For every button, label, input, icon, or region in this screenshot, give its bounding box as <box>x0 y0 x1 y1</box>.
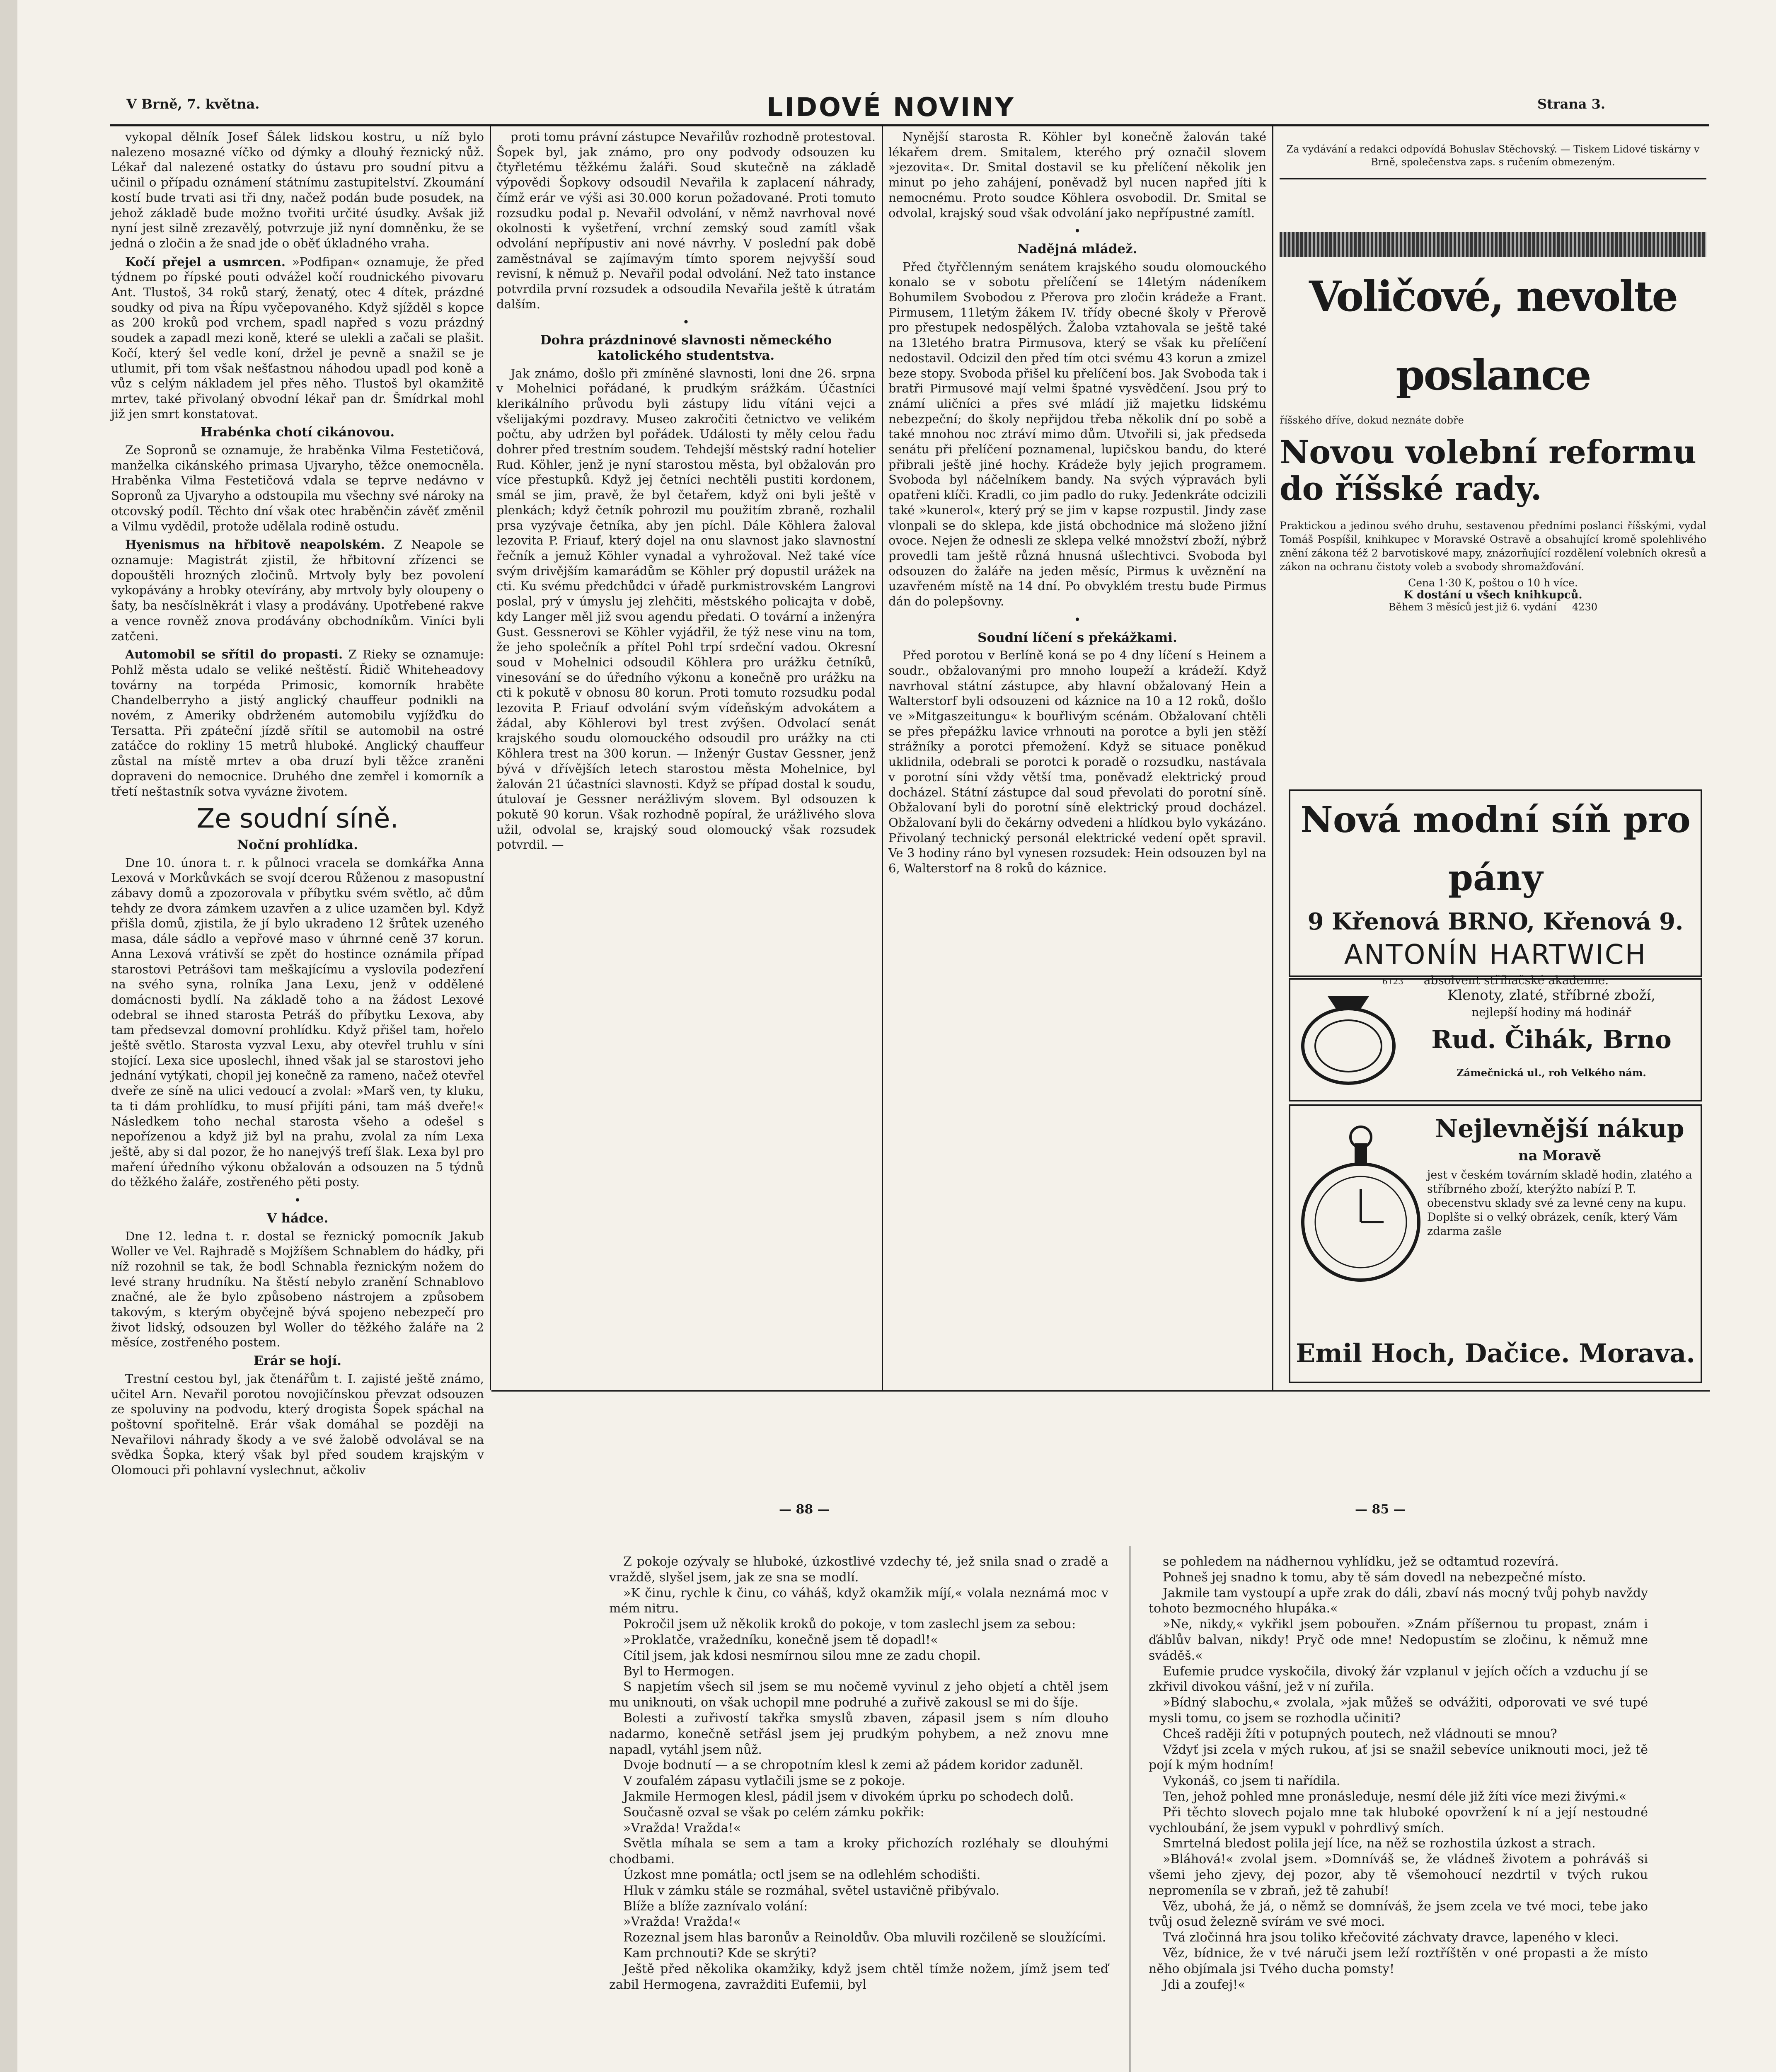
ad-code: 4230 <box>1572 601 1598 613</box>
story-paragraph: Současně ozval se však po celém zámku pokřik: <box>623 1805 924 1820</box>
story-paragraph: Jakmile Hermogen klesl, pádil jsem v divokém úprku po schodech dolů. <box>623 1789 1074 1804</box>
story-paragraph: Byl to Hermogen. <box>623 1664 735 1679</box>
article-text: Ze Sopronů se oznamuje, že hraběnka Vilma Festetičová, manželka cikánského primasa Ujvaryho, těžce onemocněla. Hraběnka Vilma Festetičová vdala se teprve nedávno v Sopronů za Ujvaryho a odstoupila mu všechny své nároky na otcovský podíl. Těchto dní však otec hraběnčin závěť změnil a Vilmu vydědil, protože udělala rodině ostudu. <box>111 443 484 533</box>
story-paragraph: Světla míhala se sem a tam a kroky přichozích rozléhaly se dlouhými chodbami. <box>609 1836 1108 1867</box>
ad-address: Zámečnická ul., roh Velkého nám. <box>1457 1067 1646 1079</box>
story-paragraph: Věz, bídnice, že v tvé náruči jsem leží roztříštěn v oné propasti a že místo něho objímala jsi Tvého ducha pomsty! <box>1149 1946 1648 1976</box>
story-paragraph: V zoufalém zápasu vytlačili jsme se z pokoje. <box>623 1774 905 1789</box>
article-heading: Soudní líčení s překážkami. <box>978 630 1177 645</box>
story-paragraph: »K činu, rychle k činu, co váháš, když okamžik míjí,« volala neznámá moc v mém nitru. <box>609 1585 1108 1616</box>
separator-star: • <box>1074 612 1081 627</box>
column-1 <box>111 129 484 2072</box>
story-paragraph: se pohledem na nádhernou vyhlídku, jež se odtamtud rozevírá. <box>1163 1554 1559 1569</box>
story-paragraph: »Bídný slabochu,« zvolala, »jak můžeš se odvážiti, odporovati ve své tupé mysli tomu, co jsem se rozhodla učiniti? <box>1149 1695 1648 1726</box>
article-heading: Noční prohlídka. <box>237 837 358 852</box>
ad-body: jest v českém továrním skladě hodin, zlatého a stříbrného zboží, kterýžto nabízí P. T. obecenstvu sklady své za levné ceny na kupu. Doplšte si o velký obrázek, ceník, který Vám zdarma zašle <box>1427 1169 1692 1238</box>
article-text: Dne 12. ledna t. r. dostal se řeznický pomocník Jakub Woller ve Vel. Rajhradě s Mojžíšem Schnablem do hádky, při níž rozohnil se tak, že bodl Schnabla řeznickým nožem do levé strany hrudníku. Na štěstí nebylo zranění Schnablovo značné, ale že bylo způsobeno nástrojem a způsobem takovým, s kterým obyčejně bývá spojeno nebezpečí pro život lidský, odsouzen byl Woller do těžkého žaláře na 2 měsíce, zostřeného postem. <box>111 1229 484 1350</box>
story-paragraph: Věz, ubohá, že já, o němž se domníváš, že jsem zcela ve tvé moci, tebe jako tvůj osud železně svírám ve své moci. <box>1149 1899 1648 1929</box>
story-paragraph: Bolesti a zuřivostí takřka smyslů zbaven, zápasil jsem s ním dlouho nadarmo, konečně setřásl jsem jej prudkým pohybem, a než znovu mne napadl, vytáhl jsem nůž. <box>609 1711 1108 1757</box>
ring-icon <box>1294 988 1402 1092</box>
ad-line: Klenoty, zlaté, stříbrné zboží, <box>1447 987 1655 1004</box>
article-heading: Nadějná mládež. <box>1017 241 1137 257</box>
story-paragraph: Rozeznal jsem hlas baronův a Reinoldův. Oba mluvili rozčileně se sloužícími. <box>623 1930 1106 1945</box>
article-text: Nynější starosta R. Köhler byl konečně žalován také lékařem drem. Smitalem, kterého prý označil slovem »jezovita«. Dr. Smital dostavil se ku přelíčení několik jen minut po jeho zahájení, poněvadž byl nucen napřed jíti k nemocnému. Proto soudce Köhlera osvobodil. Dr. Smital se odvolal, krajský soud však odvolání jako nepřípustné zamítl. <box>888 130 1266 220</box>
article-body: Z Rieky se oznamuje: Pohlž města udalo se veliké neštěstí. Řidič Whiteheadovy továrny na torpéda Primosic, komorník hraběte Chandelberryho a jistý anglický chauffeur podnikli na novém, z Ameriky obdrženém automobilu vyjížďku do Tersatta. Při zpáteční jízdě sřítil se automobil na ostré zatáčce do rokliny 15 metrů hluboké. Anglický chauffeur zůstal na místě mrtev a oba druzí byli těžce zraněni dopraveni do nemocnice. Druhého dne zemřel i komorník a třetí neštastník sotva vyvázne životem. <box>111 647 484 799</box>
ad-note <box>1280 601 1706 613</box>
story-paragraph: Kam prchnouti? Kde se skrýti? <box>623 1946 817 1961</box>
ad-tailor <box>1289 789 1702 987</box>
story-paragraph: Blíže a blíže zaznívalo volání: <box>623 1899 808 1914</box>
article-heading: V hádce. <box>266 1210 329 1226</box>
article-heading: Hrabénka chotí cikánovou. <box>200 425 395 440</box>
story-paragraph: Smrtelná bledost polila její líce, na něž se rozhostila úzkost a strach. <box>1163 1836 1596 1851</box>
article-heading: Hyenismus na hřbitově neapolském. <box>125 537 385 552</box>
story-paragraph: Při těchto slovech pojalo mne tak hluboké opovržení k ní a její nestoudné vychloubání, že jsem vypukl v pohrdlivý smích. <box>1149 1805 1648 1835</box>
column-3 <box>888 129 1266 1387</box>
article-text: Před porotou v Berlíně koná se po 4 dny líčení s Heinem a soudr., obžalovanými pro mnoho loupeží a krádeží. Když navrhoval státní zástupce, aby hlavní obžalovaný Hein a Walterstorf byli odsouzeni od káznice na 10 a 12 roků, došlo ve »Mitgaszeitungu« k bouřlivým scénám. Obžalovaní chtěli se přes přepážku lavice vrhnouti na porotce a byli jen stěží strážníky a porotci přemožení. Když se situace poněkud uklidnila, odebrali se porotci k poradě o rozsudku, nastávala v porotní síni vždy větší tma, poněvadž elektrický proud docházel. Státní zástupce dal soud převolati do porotní síně. Obžalovaní byli do porotní síně elektrický proud docházel. Obžalovaní byli do čekárny odvedeni a hlídkou bylo vykázáno. Přivolaný technický personál elektrické vedení opět spravil. Ve 3 hodiny ráno byl vynesen rozsudek: Hein odsouzen byl na 6, Walterstorf na 8 roků do káznice. <box>888 648 1266 876</box>
article-body: »Podfipan« oznamuje, že před týdnem po řípské pouti odvážel kočí roudnického pivovaru Ant. Tlustoš, 34 roků starý, ženatý, otec 4 dítek, prázdné soudky od piva na Řípu vyčepovaného. Když sjížděl s kopce as 200 kroků pod vrchem, spadl napřed s vozu prázdný soudek a zapadl mezi koně, které se ulekli a začali se plašit. Kočí, který šel vedle koní, držel je pevně a snažil se je utlumit, při tom však nešťastnou náhodou upadl pod koně a vůz s celým nákladem jel přes něho. Tlustoš byl okamžitě mrtev, také přivolaný obvodní lékař pan dr. Šmídrkal mohl již jen smrt konstatovat. <box>111 254 484 421</box>
story-paragraph: Pohneš jej snadno k tomu, aby tě sám dovedl na nebezpečné místo. <box>1163 1570 1586 1585</box>
ad-subline: na Moravě <box>1518 1147 1602 1164</box>
ad-headline: do říšské rady. <box>1280 470 1542 508</box>
column-2 <box>496 129 876 1387</box>
story-paragraph: Ještě před několika okamžiky, když jsem chtěl tímže nožem, jímž jsem teď zabil Hermogena, zavražditi Eufemii, byl <box>609 1961 1108 1992</box>
page-number: Strana 3. <box>1537 96 1606 112</box>
article-text: Dne 10. února t. r. k půlnoci vracela se domkářka Anna Lexová v Morkůvkách se svojí dcerou Růženou z masopustní zábavy domů a zpozorovala v příbytku svém světlo, ač dům tehdy ze dvora zámkem uzavřen a z ulice uzamčen byl. Když přišla domů, zjistila, že jí bylo ukradeno 12 šrůtek uzeného masa, dále sádlo a vepřové maso v úhrnné ceně 37 korun. Anna Lexová vrátivší se zpět do hostince oznámila případ starostovi Petrášovi tam meškajícímu a vyslovila podezření na svého syna, rolníka Jana Lexu, jenž v oddělené domácnosti bydlí. Na základě toho a na žádost Lexové odebral se ihned starosta Petráš do příbytku Lexova, aby tam předsevzal domovní prohlídku. Když přišel tam, hořelo ještě světlo. Starosta vyzval Lexu, aby otevřel truhlu v síni stojící. Lexa sice uposlechl, ihned však jal se starostovi jeho jednání vytýkati, chopil jej konečně za rameno, načež otevřel dveře ze síně na ulici vedoucí a zvolal: »Marš ven, ty kluku, ta ti dám prohlídku, to musí přijíti páni, tam máš dveře!« Následkem toho nechal starosta všeho a odešel s nepořízenou a když již byl na prahu, zvolal za ním Lexa ještě, aby si dal pozor, že ho nanejvýš trefí šlak. Lexa byl pro maření úředního výkonu obžalován a odsouzen na 5 týdnů do těžkého žaláře, zostřeného pěti posty. <box>111 855 484 1189</box>
ad-price: Cena 1·30 K, poštou o 10 h více. <box>1408 577 1578 589</box>
story-paragraph: Chceš raději žíti v potupných poutech, než vládnouti se mnou? <box>1163 1726 1557 1741</box>
story-paragraph: Vykonáš, co jsem ti nařídila. <box>1163 1774 1340 1789</box>
separator-star: • <box>294 1193 301 1208</box>
header-rule <box>110 124 1709 126</box>
separator-star: • <box>1074 224 1081 238</box>
ad-headline: Nejlevnější nákup <box>1435 1114 1684 1143</box>
ad-code: 6123 <box>1382 976 1403 986</box>
story-paragraph: Z pokoje ozývaly se hluboké, úzkostlivé vzdechy té, jež snila snad o zradě a vraždě, slyšel jsem, jak ze sna se modlí. <box>609 1554 1108 1585</box>
ornament-band <box>1280 232 1706 257</box>
section-title: Ze soudní síně. <box>196 804 399 835</box>
ad-headline: Voličové, nevolte poslance <box>1309 272 1677 399</box>
ads-rule <box>1280 178 1706 179</box>
ad-subline-text: absolvent stříhačské akademie. <box>1423 973 1609 987</box>
place-date: V Brně, 7. května. <box>126 96 260 112</box>
ad-note-text: Během 3 měsíců jest již 6. vydání <box>1388 601 1557 613</box>
story-paragraph: Jakmile tam vystoupí a upře zrak do dáli, zbaví nás mocný tvůj pohyb navždy tohoto bezmocného hlupáka.« <box>1149 1585 1648 1616</box>
binding-strip <box>0 0 17 2072</box>
ad-line: nejlepší hodiny má hodinář <box>1471 1005 1631 1019</box>
article-text <box>111 537 484 644</box>
publisher-info: Za vydávání a redakci odpovídá Bohuslav Stěchovský. — Tiskem Lidové tiskárny v Brně, společenstva zaps. s ručením obmezeným. <box>1286 143 1700 168</box>
article-text: Trestní cestou byl, jak čtenářům t. I. zajisté ještě známo, učitel Arn. Nevařil porotou novojičínskou převzat odsouzen ze spoluviny na podvodu, který drogista Šopek spáchal na poštovní spořitelně. Erár však domáhal se později na Nevařilovi náhrady škody a ve své žalobě odvolával se na svědka Šopka, který však byl před soudem krajským v Olomouci při pohlavní vyslechnut, ačkoliv <box>111 1371 484 1477</box>
story-paragraph: Tvá zločinná hra jsou toliko křečovité záchvaty dravce, lapeného v kleci. <box>1163 1930 1619 1945</box>
ad-name: Emil Hoch, Dačice. Morava. <box>1296 1338 1695 1368</box>
article-heading: Kočí přejel a usmrcen. <box>125 254 286 269</box>
ad-jeweller <box>1289 978 1702 1101</box>
story-paragraph: Pokročil jsem už několik kroků do pokoje, v tom zaslechl jsem za sebou: <box>623 1617 1076 1632</box>
story-paragraph: Hluk v zámku stále se rozmáhal, světel ustavičně přibývalo. <box>623 1883 1000 1898</box>
ad-name: ANTONÍN HARTWICH <box>1344 939 1647 971</box>
ad-headline: Nová modní síň pro pány <box>1300 799 1691 899</box>
content-bottom-rule <box>491 1390 1710 1392</box>
story-paragraph: Cítil jsem, jak kdosi nesmírnou silou mne ze zadu chopil. <box>623 1648 981 1663</box>
pocket-watch-icon <box>1299 1118 1423 1297</box>
ad-name: Rud. Čihák, Brno <box>1431 1025 1672 1054</box>
article-text <box>111 254 484 422</box>
article-text <box>111 647 484 799</box>
article-text: proti tomu právní zástupce Nevařilův rozhodně protestoval. Šopek byl, jak známo, pro ony podvody odsouzen ku čtyřletému těžkému žaláři. Soud skutečně na základě výpovědi Šopkovy odsoudil Nevařila k zaplacení náhrady, čímž erár ve výši asi 30.000 korun požadované. Proti tomuto rozsudku podal p. Nevařil odvolání, v němž navrhoval nové okolnosti k vyšetření, vrchní zemský soud zamítl však odvolání nepřípustiv ani nové návrhy. V poslední pak době zaměstnával se zajímavým tímto sporem nejvyšší soud revisní, k němuž p. Nevařil podal odvolání. Než tato instance potvrdila první rozsudek a odsoudila Nevařila ještě k útratám dalším. <box>496 130 876 311</box>
story-left-page <box>609 1554 1108 2072</box>
article-body: Z Neapole se oznamuje: Magistrát zjistil, že hřbitovní zřízenci se dopouštěli hrozných zločinů. Mrtvoly byly bez povolení vykopávány a hrobky otevírány, aby mrtvoly byly oloupeny o šaty, ba nesčíslněkrát i vlasy a prodávány. Upotřebené rakve a vence rovněž znova prodávány obchodníkům. Viníci byli zatčeni. <box>111 537 484 643</box>
story-paragraph: Dvoje bodnutí — a se chropotním klesl k zemi až pádem koridor zaduněl. <box>623 1758 1084 1773</box>
story-paragraph: Eufemie prudce vyskočila, divoký žár vzplanul v jejích očích a vzduchu jí se zkřivil divokou vášní, jež v ní zuřila. <box>1149 1664 1648 1694</box>
story-paragraph: Ten, jehož pohled mne pronásleduje, nesmí déle již žíti více mezi živými.« <box>1163 1789 1627 1804</box>
story-paragraph: Jdi a zoufej!« <box>1163 1977 1246 1992</box>
story-paragraph: Vždyť jsi zcela v mých rukou, ať jsi se snažil sebevíce uniknouti moci, jež tě pojí k mým hodním! <box>1149 1742 1648 1773</box>
col-divider <box>1272 126 1273 1390</box>
ad-address: 9 Křenová BRNO, Křenová 9. <box>1307 908 1684 935</box>
story-paragraph: »Vražda! Vražda!« <box>623 1915 741 1929</box>
article-heading: Dohra prázdninové slavnosti německého katolického studentstva. <box>540 333 832 363</box>
story-paragraph: »Ne, nikdy,« vykřikl jsem pobouřen. »Znám příšernou tu propast, znám i ďáblův balvan, nikdy! Pryč ode mne! Nedopustím se zločinu, k němuž mne sváděš.« <box>1149 1617 1648 1663</box>
masthead: LIDOVÉ NOVINY <box>767 92 1015 122</box>
story-paragraph: »Proklatče, vražedníku, konečně jsem tě dopadl!« <box>623 1632 938 1647</box>
col-divider <box>882 126 883 1390</box>
col-divider <box>490 126 491 1390</box>
article-heading: Erár se hojí. <box>253 1353 342 1369</box>
ad-body: Praktickou a jedinou svého druhu, sestavenou předními poslanci říšskými, vydal Tomáš Pospíšil, knihkupec v Moravské Ostravě a obsahující kromě spolehlivého znění zákona též 2 barvotiskové mapy, znázorňující rozdělení volebních okresů a zákon na ochranu čistoty voleb a svobody shromažďování. <box>1280 520 1706 573</box>
story-page-number: — 88 — <box>779 1502 830 1517</box>
ad-availability: K dostání u všech knihkupců. <box>1403 589 1582 601</box>
ad-watches <box>1289 1104 1702 1383</box>
story-paragraph: »Bláhová!« zvolal jsem. »Domníváš se, že vládneš životem a pohráváš si všemi jeho zjevy, dej pozor, aby tě všemohoucí nezdrtil v tvých rukou nepromeníla se v zbraň, jež tě zahubí! <box>1149 1852 1648 1898</box>
ad-reform <box>1280 232 1706 613</box>
ad-subline: říšského dříve, dokud neznáte dobře <box>1280 414 1464 426</box>
article-heading: Automobil se sřítil do propasti. <box>125 647 343 662</box>
story-page-number: — 85 — <box>1355 1502 1406 1517</box>
story-right-page <box>1149 1554 1648 2072</box>
article-text: vykopal dělník Josef Šálek lidskou kostru, u níž bylo nalezeno mosazné víčko od dýmky a dlouhý řeznický nůž. Lékař dal nalezené ostatky do ústavu pro soudní pitvu a učinil o případu oznámení státnímu zastupitelství. Zkoumání kostí bude trvati asi tři dny, načež podán bude posudek, na jehož základě bude možno tvořiti určité úsudky. Avšak již nyní jest silně zrezavělý, potvrzuje již nyní domněnku, že se jedná o zločin a že snad jde o oběť úkladného vraha. <box>111 130 484 250</box>
story-paragraph: »Vražda! Vražda!« <box>623 1820 741 1835</box>
story-paragraph: S napjetím všech sil jsem se mu nočemě vyvinul z jeho objetí a chtěl jsem mu uniknouti, on však uchopil mne podruhé a zuřivě zakousl se mi do šíje. <box>609 1680 1108 1710</box>
article-text: Jak známo, došlo při zmíněné slavnosti, loni dne 26. srpna v Mohelnici pořádané, k prudkým srážkám. Účastníci klerikálního průvodu byli zástupy lidu vítáni vejci a všelijakými pozdravy. Museo zakročiti četnictvo ve velikém počtu, aby udržen byl pořádek. Události ty měly celou řadu dohrer před trestním soudem. Tehdejší městský radní hotelier Rud. Köhler, jenž je nyní starostou města, byl obžalován pro více přestupků. Když jej četníci nechtěli pustiti kordonem, smál se jim, pravě, že byl četařem, když oni byli ještě v plenkách; když četník pohrozil mu použitím zbraně, rozhalil prsa vyzývaje četníka, aby jen píchl. Dále Köhlera žaloval lezovita P. Friauf, který dojel na onu slavnost jako slavnostní řečník a jemuž Köhler vynadal a vyhrožoval. Než také více svým drivějším kamarádům se Köhler prý dopustil urážek na cti. Ku svému předchůdci v úřadě purkmistrovském Langrovi poslal, prý v úmyslu jej zlehčiti, městského policajta v době, kdy Langer měl již svou agendu předati. O tovární a inženýra Gust. Gessnerovi se Köhler vyjádřil, že týž nese vinu na tom, že jeho společník a přítel Pohl trpí srdeční vadou. Okresní soud v Mohelnici odsoudil Köhlera pro urážku četníků, vinesování se do úředního výkonu a konečně pro urážku na cti k pokutě v obnosu 80 korun. Proti tomuto rozsudku podal lezovita P. Friauf odvolání svým vídeňským advokátem a žádal, aby Köhlerovi byl trest zvýšen. Odvolací senát krajského soudu olomouckého odsoudil pro urážky na cti Köhlera trest na 300 korun. — Inženýr Gustav Gessner, jenž bývá v dřívějších letech starostou města Mohelnice, byl žalován 21 účastníci slavnosti. Když se případ dostal k soudu, útulovaí je Gessner nerážlivým slovem. Byl odsouzen k pokutě 90 korun. Však rozhodně popíral, že urážlivého slova užil, odvolal se, krajský soud olomoucký však rozsudek potvrdil. — <box>496 366 876 852</box>
article-text: Před čtyřčlenným senátem krajského soudu olomouckého konalo se v sobotu přelíčení se 14letým nádeníkem Bohumilem Svobodou z Přerova pro zločin krádeže a Frant. Pirmusem, 11letým žákem IV. třídy obecné školy v Přerově pro přestupek nedospělých. Žaloba vztahovala se ještě také na 13letého bratra Pirmusova, který se však ku přelíčení nedostavil. Odcizil den před tím otci svému 43 korun a zmizel beze stopy. Svoboda přišel ku přelíčení bos. Jak Svoboda tak i bratři Pirmusové mají velmi špatné vysvědčení. Jsou prý to známí uličníci a přes své mládí již majetku lidskému nebezpeční; do školy nepřijdou třeba několik dní po sobě a také mnohou noc ztráví mimo dům. Utvořili si, jak předseda senátu při přelíčení poznamenal, lupičskou bandu, do které přibrali ještě jiné hochy. Krádeže byly jejich programem. Svoboda byl náčelníkem bandy. Na svých výpravách byli opatřeni klíči. Kradli, co jim padlo do ruky. Jedenkráte odcizili také »kunerol«, který prý se jim v kapse rozpustil. Jindy zase vlonpali se do sklepa, kde jistá obchodnice má složeno jižní ovoce. Nejen že odnesli ze sklepa velké množství zboží, nýbrž provedli tam ještě různá hnusná ušlechtivci. Svoboda byl odsouzen do žaláře na jeden měsíc, Pirmus k uvěznění na uzavřeném místě na 14 dní. Po obvyklém trestu bude Pirmus dán do polepšovny. <box>888 259 1266 609</box>
ad-headline: Novou volební reformu <box>1280 433 1696 471</box>
separator-star: • <box>682 315 690 329</box>
story-paragraph: Úzkost mne pomátla; octl jsem se na odlehlém schodišti. <box>623 1867 981 1882</box>
